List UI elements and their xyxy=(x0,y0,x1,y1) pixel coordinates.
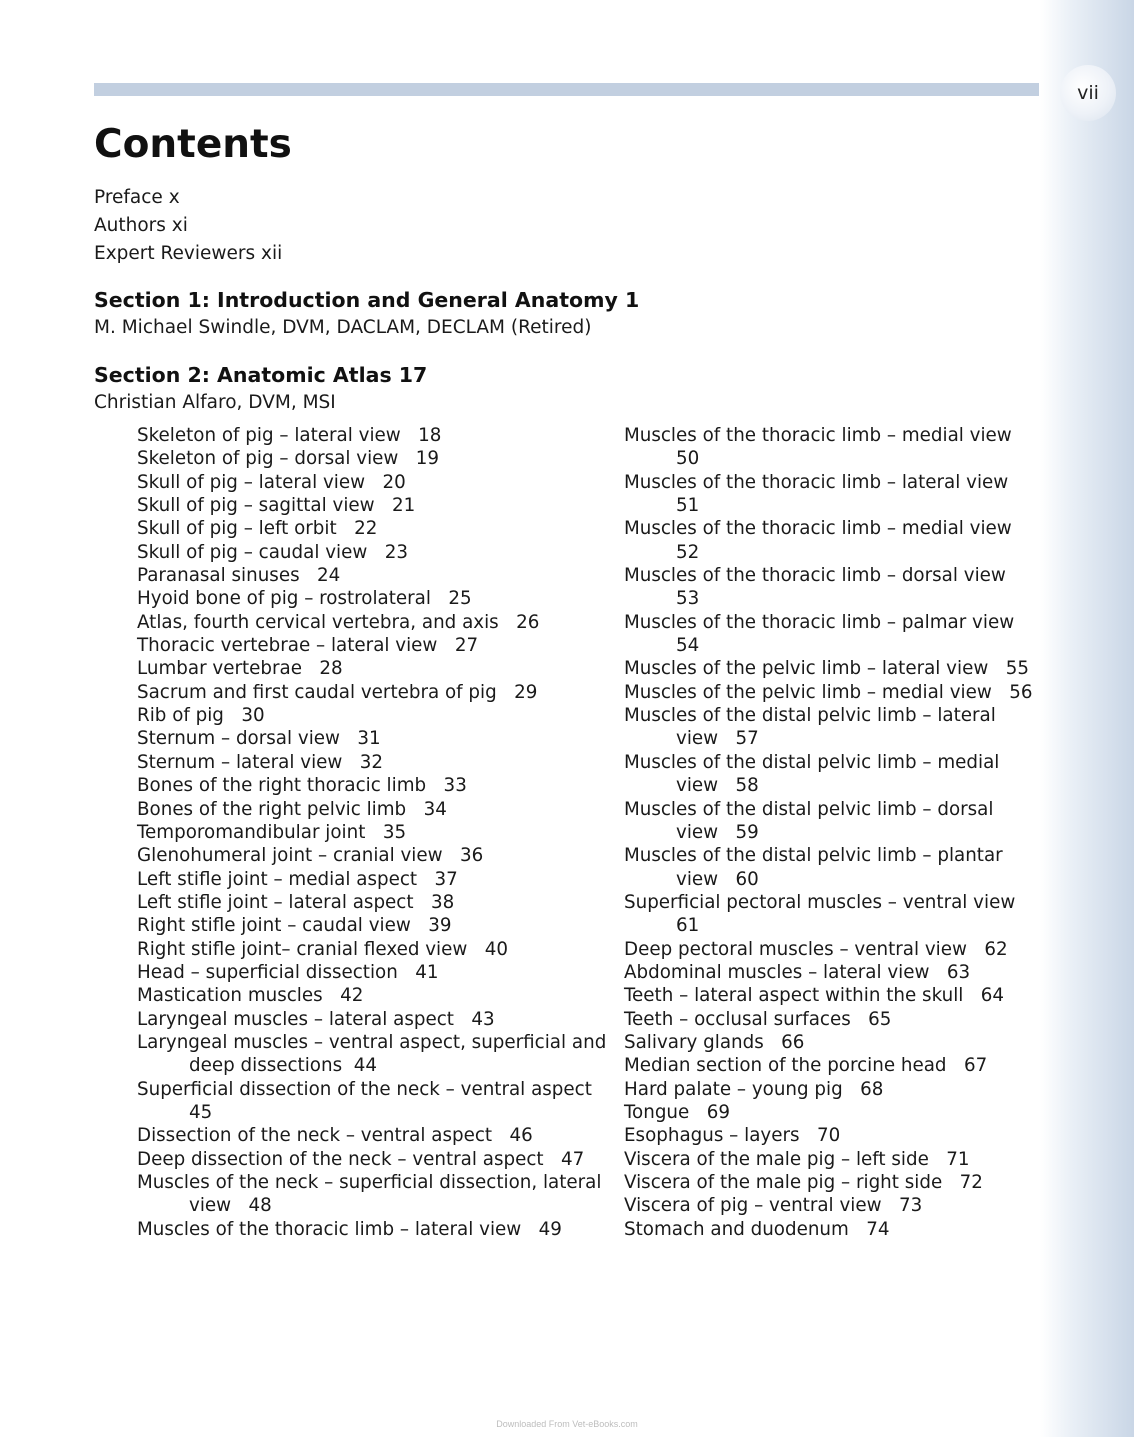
page-number: vii xyxy=(1060,65,1116,121)
toc-entry[interactable]: Superficial dissection of the neck – ventral aspect 45 xyxy=(137,1078,610,1123)
toc-entry[interactable]: Left stifle joint – lateral aspect 38 xyxy=(137,891,455,913)
section-1 xyxy=(94,286,639,342)
toc-entry[interactable]: Muscles of the distal pelvic limb – lateral view 57 xyxy=(624,705,1002,750)
toc-entry[interactable]: Rib of pig 30 xyxy=(137,705,265,727)
toc-entry[interactable]: Muscles of the thoracic limb – dorsal view 53 xyxy=(624,565,1024,610)
section-author: M. Michael Swindle, DVM, DACLAM, DECLAM (Retired) xyxy=(94,317,592,338)
toc-entry[interactable]: Sacrum and first caudal vertebra of pig 29 xyxy=(137,681,538,703)
toc-entry[interactable]: Laryngeal muscles – lateral aspect 43 xyxy=(137,1008,495,1030)
toc-entry[interactable]: Skull of pig – left orbit 22 xyxy=(137,518,378,540)
section-heading[interactable]: Section 1: Introduction and General Anatomy 1 xyxy=(94,288,640,312)
toc-entry[interactable]: Muscles of the thoracic limb – lateral view 49 xyxy=(137,1218,562,1240)
toc-entry[interactable]: Bones of the right thoracic limb 33 xyxy=(137,775,467,797)
page-title: Contents xyxy=(94,122,292,167)
front-matter-item[interactable]: Expert Reviewers xii xyxy=(94,243,283,264)
toc-entry[interactable]: Stomach and duodenum 74 xyxy=(624,1218,890,1240)
toc-entry[interactable]: Muscles of the distal pelvic limb – dorsal view 59 xyxy=(624,798,1000,843)
toc-entry[interactable]: Viscera of the male pig – right side 72 xyxy=(624,1172,983,1193)
toc-entry[interactable]: Skull of pig – lateral view 20 xyxy=(137,471,406,493)
toc-entry[interactable]: Muscles of the thoracic limb – medial view 52 xyxy=(624,518,1030,563)
toc-entry[interactable]: Paranasal sinuses 24 xyxy=(137,565,341,587)
toc-entry[interactable]: Viscera of pig – ventral view 73 xyxy=(624,1195,923,1217)
toc-entry[interactable]: Muscles of the pelvic limb – medial view 56 xyxy=(624,681,1033,703)
section-author: Christian Alfaro, DVM, MSI xyxy=(94,392,336,413)
toc-entry[interactable]: Salivary glands 66 xyxy=(624,1031,805,1053)
toc-entry[interactable]: Abdominal muscles – lateral view 63 xyxy=(624,961,971,983)
toc-entry[interactable]: Tongue 69 xyxy=(624,1101,730,1123)
front-matter-list xyxy=(94,184,282,268)
toc-entry[interactable]: Median section of the porcine head 67 xyxy=(624,1055,988,1077)
toc-entry[interactable]: Skeleton of pig – lateral view 18 xyxy=(137,425,442,446)
section-2 xyxy=(94,361,427,417)
toc-entry[interactable]: Teeth – occlusal surfaces 65 xyxy=(624,1008,892,1030)
toc-entry[interactable]: Deep dissection of the neck – ventral aspect 47 xyxy=(137,1148,585,1170)
toc-entry[interactable]: Muscles of the thoracic limb – medial view 50 xyxy=(624,425,1030,470)
front-matter-item[interactable]: Preface x xyxy=(94,187,180,208)
toc-entry[interactable]: Left stifle joint – medial aspect 37 xyxy=(137,868,458,890)
header-rule xyxy=(94,83,1039,96)
front-matter-item[interactable]: Authors xi xyxy=(94,215,188,236)
page-edge-strip xyxy=(1040,0,1134,1437)
toc-entry[interactable]: Laryngeal muscles – ventral aspect, superficial and deep dissections 44 xyxy=(137,1031,613,1077)
toc-column-right xyxy=(624,424,1034,1241)
toc-entry[interactable]: Thoracic vertebrae – lateral view 27 xyxy=(137,635,479,657)
section-heading[interactable]: Section 2: Anatomic Atlas 17 xyxy=(94,363,428,387)
toc-entry[interactable]: Hard palate – young pig 68 xyxy=(624,1078,884,1100)
toc-entry[interactable]: Muscles of the thoracic limb – lateral view 51 xyxy=(624,471,1026,517)
toc-entry[interactable]: Lumbar vertebrae 28 xyxy=(137,658,343,680)
watermark-footer: Downloaded From Vet-eBooks.com xyxy=(496,1419,638,1429)
toc-entry[interactable]: Right stifle joint – caudal view 39 xyxy=(137,915,452,937)
toc-entry[interactable]: Sternum – dorsal view 31 xyxy=(137,728,381,750)
toc-entry[interactable]: Esophagus – layers 70 xyxy=(624,1125,841,1147)
toc-entry[interactable]: Hyoid bone of pig – rostrolateral 25 xyxy=(137,588,472,610)
toc-entry[interactable]: Muscles of the thoracic limb – palmar view 54 xyxy=(624,611,1032,657)
toc-entry[interactable]: Temporomandibular joint 35 xyxy=(137,821,407,843)
toc-entry[interactable]: Muscles of the distal pelvic limb – plantar view 60 xyxy=(624,845,1009,890)
toc-entry[interactable]: Muscles of the pelvic limb – lateral view 55 xyxy=(624,658,1029,680)
toc-entry[interactable]: Superficial pectoral muscles – ventral view 61 xyxy=(624,891,1033,937)
toc-entry[interactable]: Deep pectoral muscles – ventral view 62 xyxy=(624,938,1008,960)
toc-entry[interactable]: Muscles of the distal pelvic limb – medial view 58 xyxy=(624,751,1006,797)
toc-entry[interactable]: Mastication muscles 42 xyxy=(137,985,364,1007)
toc-entry[interactable]: Right stifle joint– cranial flexed view 40 xyxy=(137,938,509,960)
toc-entry[interactable]: Teeth – lateral aspect within the skull 64 xyxy=(624,985,1005,1007)
toc-entry[interactable]: Skeleton of pig – dorsal view 19 xyxy=(137,448,440,470)
toc-entry[interactable]: Dissection of the neck – ventral aspect 46 xyxy=(137,1125,533,1147)
toc-entry[interactable]: Skull of pig – caudal view 23 xyxy=(137,541,408,563)
toc-entry[interactable]: Atlas, fourth cervical vertebra, and axis 26 xyxy=(137,611,540,633)
toc-entry[interactable]: Glenohumeral joint – cranial view 36 xyxy=(137,845,484,867)
toc-column-left xyxy=(137,424,613,1241)
toc-entry[interactable]: Muscles of the neck – superficial dissection, lateral view 48 xyxy=(137,1172,608,1217)
toc-entry[interactable]: Head – superficial dissection 41 xyxy=(137,961,439,983)
toc-entry[interactable]: Skull of pig – sagittal view 21 xyxy=(137,495,416,517)
toc-entry[interactable]: Viscera of the male pig – left side 71 xyxy=(624,1148,970,1170)
toc-entry[interactable]: Bones of the right pelvic limb 34 xyxy=(137,798,447,820)
toc-entry[interactable]: Sternum – lateral view 32 xyxy=(137,751,384,773)
